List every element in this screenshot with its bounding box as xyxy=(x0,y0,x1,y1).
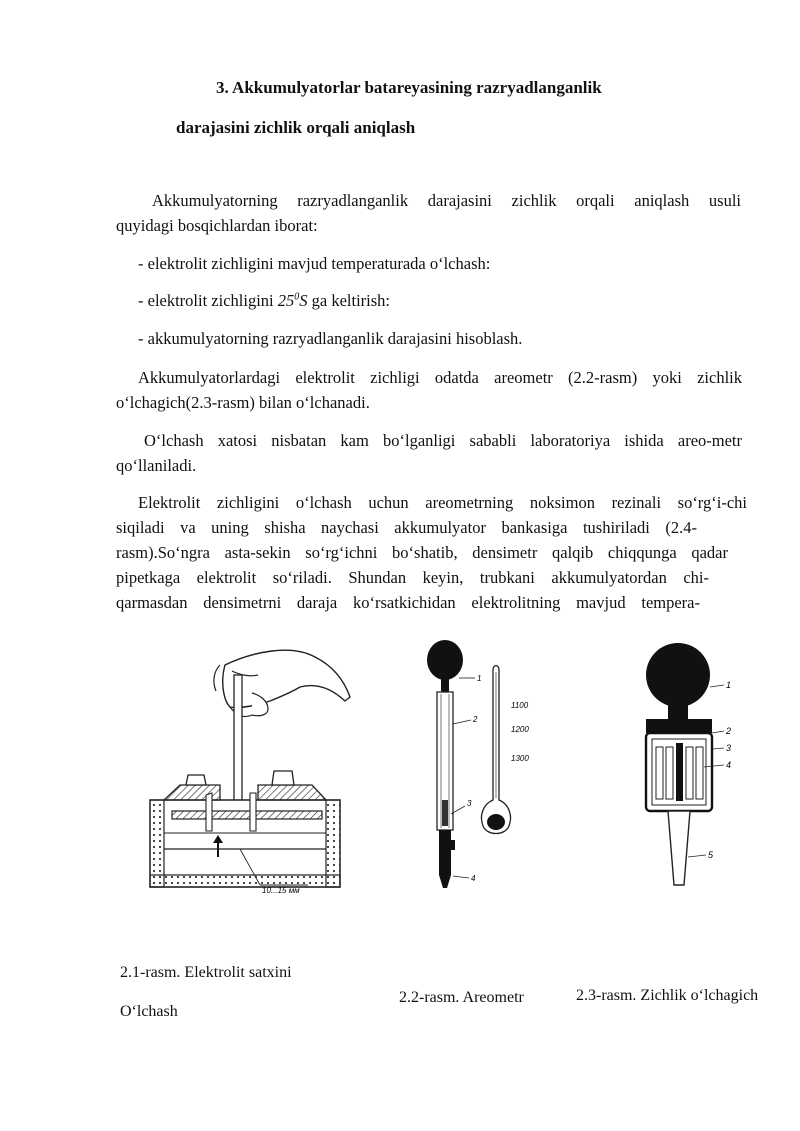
para4-line-5: qarmasdan densimetrni daraja ko‘rsatkichidan elektrolitning mavjud tempera- xyxy=(116,593,700,612)
para4-line-3: rasm).So‘ngra asta-sekin so‘rg‘ichni bo‘shatib, densimetr qalqib chiqqunga qadar xyxy=(116,543,728,562)
para2-line-1: Akkumulyatorlardagi elektrolit zichligi odatda areometr (2.2-rasm) yoki zichlik xyxy=(138,368,742,387)
step-3: - akkumulyatorning razryadlanganlik darajasini hisoblash. xyxy=(138,329,523,348)
para2-line-2: o‘lchagich(2.3-rasm) bilan o‘lchanadi. xyxy=(116,393,370,412)
heading-line-1: 3. Akkumulyatorlar batareyasining razryadlanganlik xyxy=(216,78,602,97)
figure-density-meter xyxy=(630,635,750,895)
step-1: - elektrolit zichligini mavjud temperaturada o‘lchash: xyxy=(138,254,491,273)
figure-areometer xyxy=(425,630,555,895)
para4-line-4: pipetkaga elektrolit so‘riladi. Shundan keyin, trubkani akkumulyatordan chi- xyxy=(116,568,709,587)
fig2-callout-1: 1 xyxy=(477,674,482,683)
fig3-callout-4: 4 xyxy=(726,760,732,770)
para3-line-2: qo‘llaniladi. xyxy=(116,456,197,475)
figure-electrolyte-level xyxy=(140,635,360,900)
fig1-dimension-label: 10...15 мм xyxy=(262,886,300,895)
fig2-callout-3: 3 xyxy=(467,799,472,808)
heading-line-2: darajasini zichlik orqali aniqlash xyxy=(176,118,416,137)
scale-label-2: 1200 xyxy=(511,725,529,734)
para3-line-1: O‘lchash xatosi nisbatan kam bo‘lganligi sababli laboratoriya ishida areo-metr xyxy=(144,431,742,450)
para4-line-2: siqiladi va uning shisha naychasi akkumulyator bankasiga tushiriladi (2.4- xyxy=(116,518,697,537)
scale-label-1: 1100 xyxy=(511,701,529,710)
fig3-caption: 2.3-rasm. Zichlik o‘lchagich xyxy=(576,987,759,1004)
fig3-callout-5: 5 xyxy=(708,850,714,860)
para4-line-1: Elektrolit zichligini o‘lchash uchun areometrning noksimon rezinali so‘rg‘i-chi xyxy=(138,493,747,512)
fig3-callout-2: 2 xyxy=(726,726,732,736)
scale-label-3: 1300 xyxy=(511,754,529,763)
fig2-callout-4: 4 xyxy=(471,874,476,883)
fig1-caption-line-1: 2.1-rasm. Elektrolit satxini xyxy=(120,964,292,981)
fig2-caption: 2.2-rasm. Areometr xyxy=(399,989,524,1006)
fig2-callout-2: 2 xyxy=(473,715,478,724)
intro-line-2: quyidagi bosqichlardan iborat: xyxy=(116,216,318,235)
intro-line-1: Akkumulyatorning razryadlanganlik darajasini zichlik orqali aniqlash usuli xyxy=(152,191,741,210)
step-2: - elektrolit zichligini $25^0S$ ga keltirish: xyxy=(138,291,390,310)
fig3-callout-3: 3 xyxy=(726,743,732,753)
fig3-callout-1: 1 xyxy=(726,680,732,690)
fig1-caption-line-2: O‘lchash xyxy=(120,1003,178,1020)
